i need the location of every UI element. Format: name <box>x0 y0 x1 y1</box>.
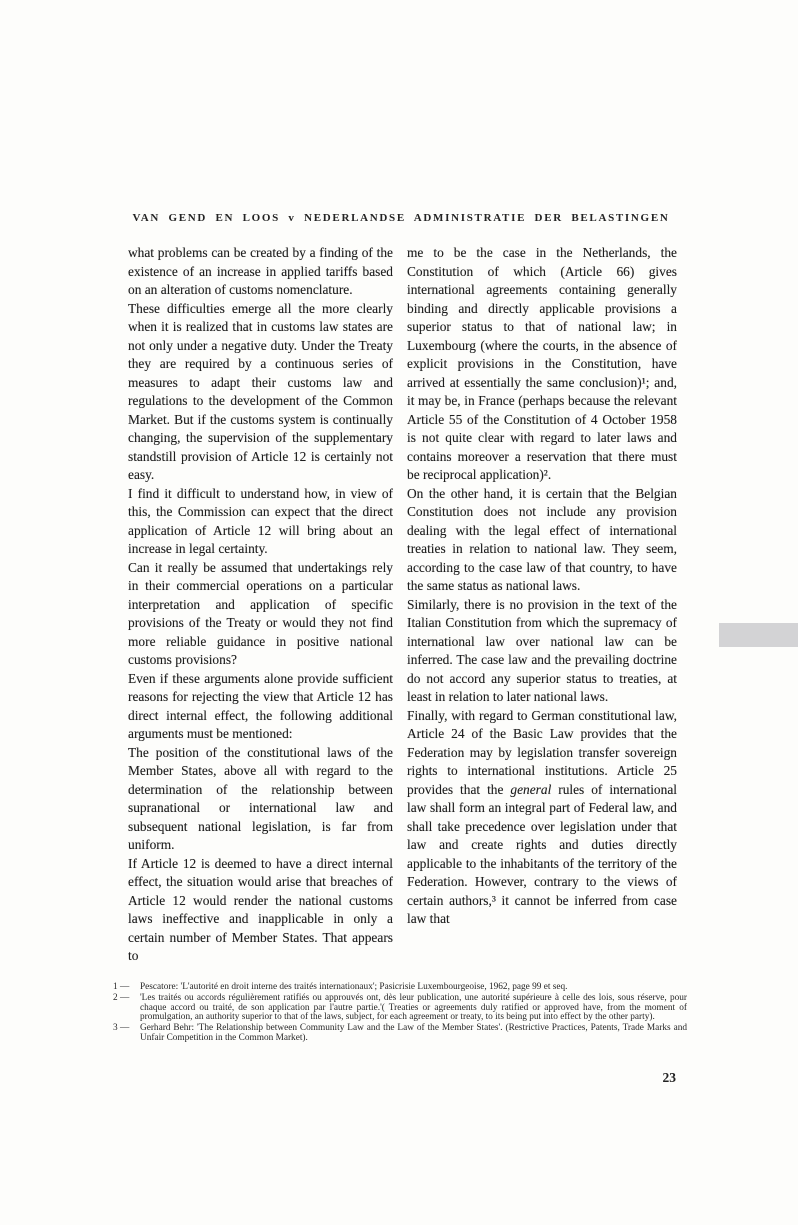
footnote-number: 3 — <box>113 1023 130 1034</box>
paragraph: Can it really be assumed that undertakings rely in their commercial operations on a particular interpretation and application of specific provisions of the Treaty or would they not find more reliable guidance in positive national customs provisions? <box>128 559 393 667</box>
footnote-number: 2 — <box>113 992 130 1003</box>
paragraph: These difficulties emerge all the more clearly when it is realized that in customs law states are not only under a negative duty. Under the Treaty they are required by a continuous series of measures to adapt their customs law and regulations to the development of the Common Market. But if the customs system is continually changing, the supervision of the supplementary standstill provision of Article 12 is certainly not easy. <box>128 300 393 482</box>
paragraph: I find it difficult to understand how, in view of this, the Commission can expect that the direct application of Article 12 will bring about an increase in legal certainty. <box>128 485 393 556</box>
right-column <box>407 244 677 982</box>
footnote <box>113 983 687 993</box>
paragraph: Finally, with regard to German constitutional law, Article 24 of the Basic Law provides that the Federation may by legislation transfer sovereign rights to international institutions. Article 25 provides that the general rules of international law shall form an integral part of Federal law, and shall take precedence over legislation under that law and create rights and duties directly applicable to the inhabitants of the territory of the Federation. However, contrary to the views of certain authors,³ it cannot be inferred from case law that <box>407 707 677 926</box>
paragraph: Even if these arguments alone provide sufficient reasons for rejecting the view that Article 12 has direct internal effect, the following additional arguments must be mentioned: <box>128 670 393 741</box>
paragraph: Similarly, there is no provision in the text of the Italian Constitution from which the supremacy of international law over national law can be inferred. The case law and the prevailing doctrine do not accord any superior status to treaties, at least in relation to later national laws. <box>407 596 677 704</box>
thumb-index-tab <box>719 623 798 647</box>
left-column <box>128 244 393 982</box>
page-number: 23 <box>662 1070 676 1085</box>
paragraph: The position of the constitutional laws of the Member States, above all with regard to the determination of the relationship between supranational or international law and subsequent national legislation, is far from uniform. <box>128 744 393 852</box>
paragraph: If Article 12 is deemed to have a direct internal effect, the situation would arise that breaches of Article 12 would render the national customs laws ineffective and inapplicable in only a certain number of Member States. That appears to <box>128 855 393 963</box>
footnote-number: 1 — <box>113 982 130 992</box>
footnote-text: Gerhard Behr: 'The Relationship between Community Law and the Law of the Member States'. (Restrictive Practices, Patents, Trade Marks and Unfair Competition in the Common Market). <box>140 1023 687 1043</box>
paragraph: On the other hand, it is certain that the Belgian Constitution does not include any provision dealing with the legal effect of international treaties in relation to national law. They seem, according to the case law of that country, to have the same status as national laws. <box>407 485 677 593</box>
footnote-text: 'Les traités ou accords régulièrement ratifiés ou approuvés ont, dès leur publication, une autorité supérieure à celle des lois, sous réserve, pour chaque accord ou traité, de son application par l'autre partie.'( Treaties or agreements duly ratified or approved have, from the moment of promulgation, an authority superior to that of the laws, subject, for each agreement or treaty, to its being put into effect by the other party). <box>140 992 687 1023</box>
running-head-case-title: VAN GEND EN LOOS v NEDERLANDSE ADMINISTRATIE DER BELASTINGEN <box>132 212 670 224</box>
footnote <box>113 1024 687 1044</box>
footnote <box>113 994 687 1023</box>
paragraph: me to be the case in the Netherlands, the Constitution of which (Article 66) gives international agreements containing generally binding and directly applicable provisions a superior status to that of national law; in Luxembourg (where the courts, in the absence of explicit provisions in the Constitution, have arrived at essentially the same conclusion)¹; and, it may be, in France (perhaps because the relevant Article 55 of the Constitution of 4 October 1958 is not quite clear with regard to later laws and contains moreover a reservation that there must be reciprocal application)². <box>407 245 677 482</box>
paragraph: what problems can be created by a finding of the existence of an increase in applied tariffs based on an alteration of customs nomenclature. <box>128 245 393 297</box>
text-columns <box>128 244 677 982</box>
footnote-text: Pescatore: 'L'autorité en droit interne des traités internationaux'; Pasicrisie Luxembourgeoise, 1962, page 99 et seq. <box>140 982 568 992</box>
footnotes-block <box>113 983 687 1045</box>
